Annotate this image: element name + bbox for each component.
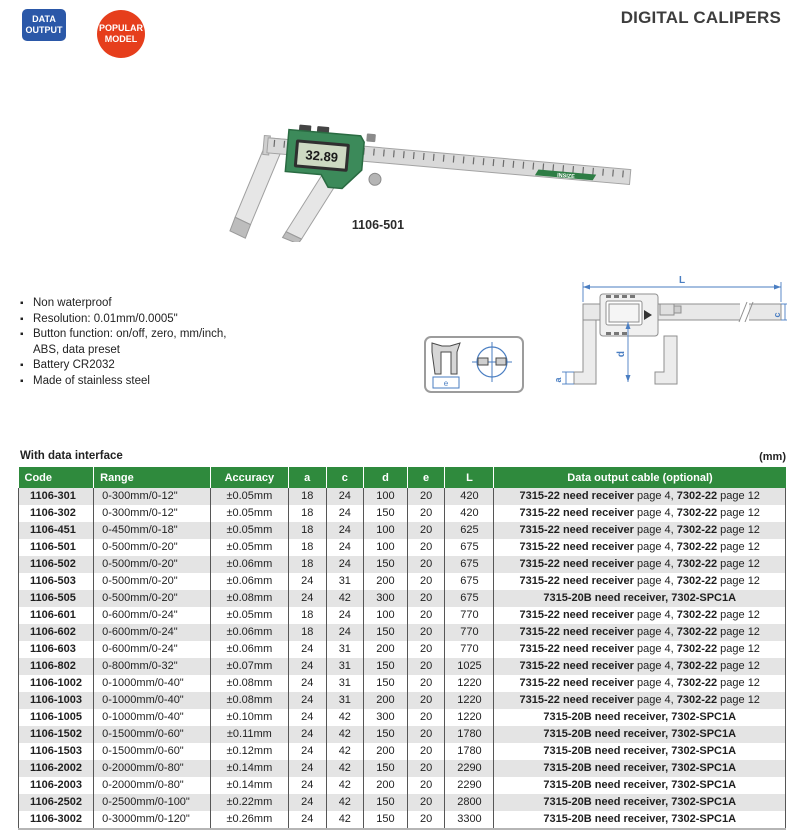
cell-L: 770 (445, 641, 494, 658)
beam-brand-label: INSIZE (556, 172, 576, 181)
cell-code: 1106-451 (19, 522, 94, 539)
cell-d: 200 (364, 641, 408, 658)
cell-d: 100 (364, 607, 408, 624)
cell-range: 0-500mm/0-20" (94, 590, 211, 607)
cell-a: 24 (288, 641, 326, 658)
table-row (19, 743, 786, 760)
dimension-label-a: a (553, 377, 563, 383)
cell-d: 200 (364, 573, 408, 590)
cell-e: 20 (407, 709, 445, 726)
table-row (19, 522, 786, 539)
cell-c: 42 (326, 743, 364, 760)
cell-code: 1106-1002 (19, 675, 94, 692)
cell-c: 42 (326, 590, 364, 607)
cell-range: 0-450mm/0-18" (94, 522, 211, 539)
cell-d: 150 (364, 624, 408, 641)
cell-d: 150 (364, 726, 408, 743)
cell-code: 1106-1502 (19, 726, 94, 743)
table-row (19, 505, 786, 522)
cell-range: 0-500mm/0-20" (94, 556, 211, 573)
cell-d: 150 (364, 794, 408, 811)
cell-d: 100 (364, 539, 408, 556)
cell-e: 20 (407, 590, 445, 607)
cell-d: 100 (364, 522, 408, 539)
col-header-accuracy: Accuracy (210, 467, 288, 488)
cell-a: 24 (288, 794, 326, 811)
cell-L: 1220 (445, 675, 494, 692)
cell-cable: 7315-20B need receiver, 7302-SPC1A (494, 811, 786, 829)
cell-d: 150 (364, 505, 408, 522)
spec-table-body (19, 488, 786, 829)
cell-e: 20 (407, 573, 445, 590)
cell-c: 42 (326, 709, 364, 726)
cell-c: 31 (326, 573, 364, 590)
cell-d: 150 (364, 675, 408, 692)
cell-L: 1780 (445, 726, 494, 743)
cell-range: 0-600mm/0-24" (94, 607, 211, 624)
cell-cable: 7315-20B need receiver, 7302-SPC1A (494, 760, 786, 777)
cell-accuracy: ±0.10mm (210, 709, 288, 726)
table-row (19, 624, 786, 641)
unit-label: (mm) (759, 451, 786, 463)
cell-c: 24 (326, 488, 364, 505)
popular-model-badge-line1: POPULAR (98, 23, 143, 34)
cell-cable: 7315-22 need receiver page 4, 7302-22 page 12 (494, 641, 786, 658)
cell-range: 0-1000mm/0-40" (94, 692, 211, 709)
cell-c: 31 (326, 641, 364, 658)
cell-e: 20 (407, 607, 445, 624)
cell-e: 20 (407, 641, 445, 658)
cell-range: 0-2500mm/0-100" (94, 794, 211, 811)
cell-accuracy: ±0.05mm (210, 488, 288, 505)
cell-cable: 7315-20B need receiver, 7302-SPC1A (494, 709, 786, 726)
cell-e: 20 (407, 556, 445, 573)
cell-range: 0-2000mm/0-80" (94, 777, 211, 794)
cell-code: 1106-502 (19, 556, 94, 573)
cell-accuracy: ±0.26mm (210, 811, 288, 829)
popular-model-badge-line2: MODEL (104, 34, 138, 44)
cell-a: 18 (288, 522, 326, 539)
cell-c: 24 (326, 505, 364, 522)
cell-c: 31 (326, 692, 364, 709)
col-header-a: a (288, 467, 326, 488)
cell-cable: 7315-22 need receiver page 4, 7302-22 page 12 (494, 624, 786, 641)
dimension-label-e: e (443, 379, 449, 388)
cell-L: 675 (445, 573, 494, 590)
table-row (19, 488, 786, 505)
table-row (19, 590, 786, 607)
col-header-cable: Data output cable (optional) (494, 467, 786, 488)
cell-range: 0-1000mm/0-40" (94, 675, 211, 692)
feature-item: ▪ Button function: on/off, zero, mm/inch, ABS, data preset (20, 327, 238, 358)
table-row (19, 658, 786, 675)
col-header-e: e (407, 467, 445, 488)
cell-c: 42 (326, 777, 364, 794)
cell-accuracy: ±0.05mm (210, 505, 288, 522)
col-header-code: Code (19, 467, 94, 488)
cell-c: 42 (326, 794, 364, 811)
cell-a: 18 (288, 505, 326, 522)
cell-d: 150 (364, 556, 408, 573)
cell-e: 20 (407, 505, 445, 522)
lcd-display-value: 32.89 (304, 147, 339, 165)
cell-e: 20 (407, 675, 445, 692)
cell-L: 1780 (445, 743, 494, 760)
table-row (19, 573, 786, 590)
cell-a: 18 (288, 488, 326, 505)
cell-code: 1106-302 (19, 505, 94, 522)
cell-code: 1106-1003 (19, 692, 94, 709)
cell-code: 1106-2003 (19, 777, 94, 794)
cell-e: 20 (407, 794, 445, 811)
col-header-range: Range (94, 467, 211, 488)
cell-accuracy: ±0.14mm (210, 777, 288, 794)
cell-range: 0-1500mm/0-60" (94, 726, 211, 743)
cell-a: 24 (288, 709, 326, 726)
section-label: With data interface (20, 450, 123, 462)
cell-c: 31 (326, 675, 364, 692)
spec-table (18, 467, 786, 830)
cell-accuracy: ±0.05mm (210, 522, 288, 539)
cell-accuracy: ±0.05mm (210, 539, 288, 556)
cell-L: 3300 (445, 811, 494, 829)
feature-item: ▪ Resolution: 0.01mm/0.0005" (20, 312, 238, 328)
cell-c: 24 (326, 624, 364, 641)
cell-range: 0-300mm/0-12" (94, 505, 211, 522)
cell-accuracy: ±0.12mm (210, 743, 288, 760)
cell-L: 420 (445, 488, 494, 505)
cell-cable: 7315-22 need receiver page 4, 7302-22 page 12 (494, 658, 786, 675)
cell-c: 24 (326, 556, 364, 573)
cell-L: 1025 (445, 658, 494, 675)
cell-accuracy: ±0.22mm (210, 794, 288, 811)
cell-range: 0-500mm/0-20" (94, 573, 211, 590)
cell-accuracy: ±0.06mm (210, 573, 288, 590)
cell-L: 1220 (445, 709, 494, 726)
cell-cable: 7315-20B need receiver, 7302-SPC1A (494, 726, 786, 743)
cell-c: 24 (326, 522, 364, 539)
cell-L: 675 (445, 590, 494, 607)
cell-cable: 7315-22 need receiver page 4, 7302-22 page 12 (494, 488, 786, 505)
dimension-label-c: c (772, 312, 782, 318)
cell-a: 24 (288, 675, 326, 692)
cell-L: 675 (445, 556, 494, 573)
popular-model-badge (97, 10, 145, 58)
cell-a: 24 (288, 811, 326, 829)
feature-list (20, 296, 238, 389)
cell-a: 18 (288, 624, 326, 641)
dimension-drawing (536, 274, 787, 408)
data-output-badge-line1: DATA (32, 13, 56, 24)
cell-range: 0-300mm/0-12" (94, 488, 211, 505)
cell-range: 0-1500mm/0-60" (94, 743, 211, 760)
spec-table-header (19, 467, 786, 488)
table-row (19, 726, 786, 743)
cell-L: 2290 (445, 760, 494, 777)
cell-accuracy: ±0.07mm (210, 658, 288, 675)
cell-cable: 7315-20B need receiver, 7302-SPC1A (494, 743, 786, 760)
cell-d: 300 (364, 590, 408, 607)
cell-cable: 7315-22 need receiver page 4, 7302-22 page 12 (494, 607, 786, 624)
cell-cable: 7315-22 need receiver page 4, 7302-22 page 12 (494, 573, 786, 590)
cell-accuracy: ±0.14mm (210, 760, 288, 777)
cell-code: 1106-3002 (19, 811, 94, 829)
feature-item: ▪ Battery CR2032 (20, 358, 238, 374)
cell-c: 24 (326, 607, 364, 624)
table-row (19, 641, 786, 658)
cell-c: 42 (326, 811, 364, 829)
cell-L: 2800 (445, 794, 494, 811)
data-output-badge (22, 9, 66, 41)
col-header-L: L (445, 467, 494, 488)
cell-L: 420 (445, 505, 494, 522)
cell-code: 1106-603 (19, 641, 94, 658)
table-row (19, 692, 786, 709)
cell-L: 770 (445, 624, 494, 641)
cell-code: 1106-501 (19, 539, 94, 556)
cell-L: 770 (445, 607, 494, 624)
cell-accuracy: ±0.11mm (210, 726, 288, 743)
cell-c: 42 (326, 760, 364, 777)
cell-range: 0-600mm/0-24" (94, 641, 211, 658)
cell-d: 150 (364, 760, 408, 777)
cell-c: 42 (326, 726, 364, 743)
dimension-label-d: d (616, 350, 627, 358)
col-header-d: d (364, 467, 408, 488)
cell-range: 0-3000mm/0-120" (94, 811, 211, 829)
cell-cable: 7315-22 need receiver page 4, 7302-22 page 12 (494, 692, 786, 709)
cell-a: 24 (288, 777, 326, 794)
cell-cable: 7315-22 need receiver page 4, 7302-22 page 12 (494, 539, 786, 556)
col-header-c: c (326, 467, 364, 488)
cell-e: 20 (407, 488, 445, 505)
cell-code: 1106-503 (19, 573, 94, 590)
cell-a: 24 (288, 760, 326, 777)
table-section-heading (18, 450, 786, 465)
table-row (19, 760, 786, 777)
product-model-caption: 1106-501 (351, 218, 405, 232)
cell-e: 20 (407, 726, 445, 743)
cell-range: 0-1000mm/0-40" (94, 709, 211, 726)
cell-e: 20 (407, 692, 445, 709)
table-row (19, 777, 786, 794)
table-row (19, 709, 786, 726)
cell-a: 18 (288, 556, 326, 573)
cell-code: 1106-2502 (19, 794, 94, 811)
cell-code: 1106-2002 (19, 760, 94, 777)
cell-cable: 7315-22 need receiver page 4, 7302-22 page 12 (494, 505, 786, 522)
cell-accuracy: ±0.08mm (210, 590, 288, 607)
cell-range: 0-600mm/0-24" (94, 624, 211, 641)
cell-d: 300 (364, 709, 408, 726)
table-row (19, 556, 786, 573)
cell-e: 20 (407, 811, 445, 829)
cell-range: 0-500mm/0-20" (94, 539, 211, 556)
cell-L: 2290 (445, 777, 494, 794)
cell-accuracy: ±0.06mm (210, 641, 288, 658)
cell-d: 200 (364, 692, 408, 709)
cell-cable: 7315-20B need receiver, 7302-SPC1A (494, 590, 786, 607)
cell-L: 625 (445, 522, 494, 539)
cell-d: 100 (364, 488, 408, 505)
jaw-cross-section-diagram (424, 336, 524, 393)
cell-a: 24 (288, 726, 326, 743)
feature-item: ▪ Made of stainless steel (20, 374, 238, 390)
cell-code: 1106-601 (19, 607, 94, 624)
cell-L: 675 (445, 539, 494, 556)
cell-range: 0-2000mm/0-80" (94, 760, 211, 777)
cell-code: 1106-301 (19, 488, 94, 505)
cell-a: 24 (288, 743, 326, 760)
cell-c: 31 (326, 658, 364, 675)
cell-d: 150 (364, 658, 408, 675)
cell-c: 24 (326, 539, 364, 556)
cell-a: 24 (288, 658, 326, 675)
cell-e: 20 (407, 624, 445, 641)
table-row (19, 675, 786, 692)
table-row (19, 811, 786, 829)
cell-d: 200 (364, 743, 408, 760)
table-row (19, 539, 786, 556)
cell-L: 1220 (445, 692, 494, 709)
table-row (19, 607, 786, 624)
data-output-badge-line2: OUTPUT (25, 25, 63, 35)
cell-e: 20 (407, 658, 445, 675)
cell-cable: 7315-22 need receiver page 4, 7302-22 page 12 (494, 556, 786, 573)
cell-d: 200 (364, 777, 408, 794)
cell-cable: 7315-22 need receiver page 4, 7302-22 page 12 (494, 675, 786, 692)
cell-accuracy: ±0.08mm (210, 692, 288, 709)
cell-code: 1106-602 (19, 624, 94, 641)
page-title: DIGITAL CALIPERS (620, 8, 781, 27)
cell-e: 20 (407, 777, 445, 794)
cell-accuracy: ±0.05mm (210, 607, 288, 624)
cell-cable: 7315-20B need receiver, 7302-SPC1A (494, 794, 786, 811)
cross-section-illustration (426, 338, 522, 391)
dimension-illustration (536, 274, 787, 408)
cell-accuracy: ±0.06mm (210, 556, 288, 573)
cell-e: 20 (407, 539, 445, 556)
cell-a: 24 (288, 573, 326, 590)
cell-e: 20 (407, 522, 445, 539)
feature-item: ▪ Non waterproof (20, 296, 238, 312)
cell-cable: 7315-20B need receiver, 7302-SPC1A (494, 777, 786, 794)
cell-a: 18 (288, 539, 326, 556)
cell-e: 20 (407, 743, 445, 760)
cell-code: 1106-1503 (19, 743, 94, 760)
cell-range: 0-800mm/0-32" (94, 658, 211, 675)
cell-code: 1106-505 (19, 590, 94, 607)
cell-code: 1106-1005 (19, 709, 94, 726)
cell-a: 18 (288, 607, 326, 624)
cell-a: 24 (288, 692, 326, 709)
cell-e: 20 (407, 760, 445, 777)
table-row (19, 794, 786, 811)
cell-code: 1106-802 (19, 658, 94, 675)
cell-accuracy: ±0.06mm (210, 624, 288, 641)
dimension-label-L: L (678, 275, 686, 286)
cell-accuracy: ±0.08mm (210, 675, 288, 692)
cell-d: 150 (364, 811, 408, 829)
cell-cable: 7315-22 need receiver page 4, 7302-22 page 12 (494, 522, 786, 539)
cell-a: 24 (288, 590, 326, 607)
